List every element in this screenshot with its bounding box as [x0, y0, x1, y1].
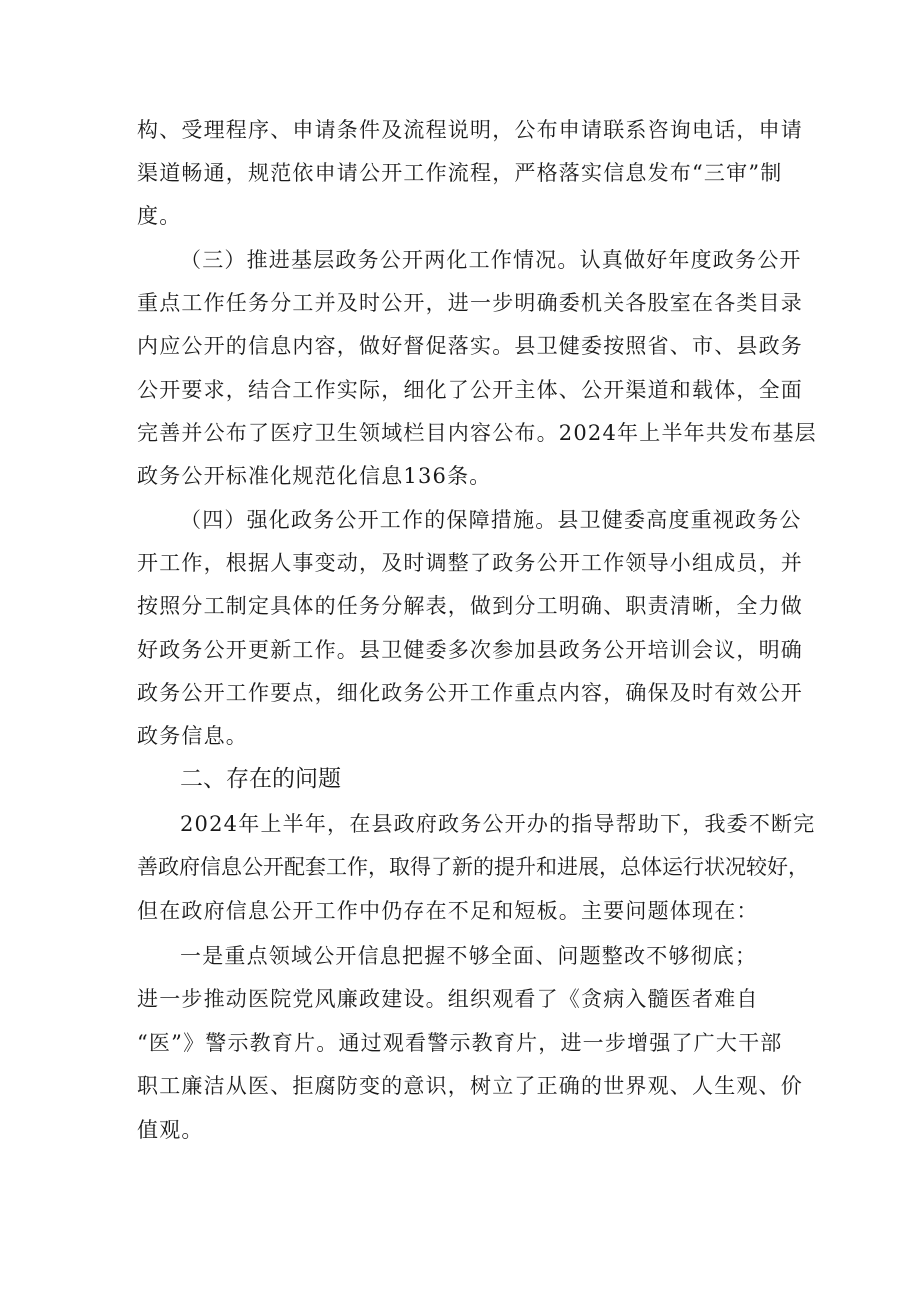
text-line: 善政府信息公开配套工作，取得了新的提升和进展，总体运行状况较好，	[137, 855, 809, 879]
text-line: 进一步推动医院党风廉政建设。组织观看了《贪病入髓医者难自	[137, 987, 759, 1011]
text-line: 值观。	[137, 1118, 204, 1142]
text-line: 按照分工制定具体的任务分解表，做到分工明确、职责清晰，全力做	[137, 594, 803, 618]
text-line: 职工廉洁从医、拒腐防变的意识，树立了正确的世界观、人生观、价	[137, 1074, 803, 1098]
text-line: 完善并公布了医疗卫生领域栏目内容公布。2024年上半年共发布基层	[137, 421, 817, 445]
text-line: 一是重点领域公开信息把握不够全面、问题整改不够彻底；	[180, 944, 758, 968]
text-line: “医”》警示教育片。通过观看警示教育片，进一步增强了广大干部	[137, 1031, 783, 1055]
text-line: 构、受理程序、申请条件及流程说明，公布申请联系咨询电话，申请	[137, 118, 803, 142]
text-line: 渠道畅通，规范依申请公开工作流程，严格落实信息发布“三审”制	[137, 161, 783, 185]
text-line: 政务公开工作要点，细化政务公开工作重点内容，确保及时有效公开	[137, 681, 803, 705]
text-line: 内应公开的信息内容，做好督促落实。县卫健委按照省、市、县政务	[137, 334, 803, 358]
text-line: （三）推进基层政务公开两化工作情况。认真做好年度政务公开	[180, 248, 802, 272]
text-line: 公开要求，结合工作实际，细化了公开主体、公开渠道和载体，全面	[137, 378, 803, 402]
text-line: 开工作，根据人事变动，及时调整了政务公开工作领导小组成员，并	[137, 551, 803, 575]
text-line: 政务公开标准化规范化信息136条。	[137, 464, 492, 488]
text-line: 重点工作任务分工并及时公开，进一步明确委机关各股室在各类目录	[137, 291, 803, 315]
text-line: 度。	[137, 204, 182, 228]
section-heading: 二、存在的问题	[180, 766, 341, 792]
text-line: 2024年上半年，在县政府政务公开办的指导帮助下，我委不断完	[180, 812, 816, 836]
text-line: 政务信息。	[137, 724, 248, 748]
text-line: 好政务公开更新工作。县卫健委多次参加县政务公开培训会议，明确	[137, 638, 803, 662]
text-line: 但在政府信息公开工作中仍存在不足和短板。主要问题体现在：	[137, 899, 759, 923]
text-line: （四）强化政务公开工作的保障措施。县卫健委高度重视政务公	[180, 508, 802, 532]
